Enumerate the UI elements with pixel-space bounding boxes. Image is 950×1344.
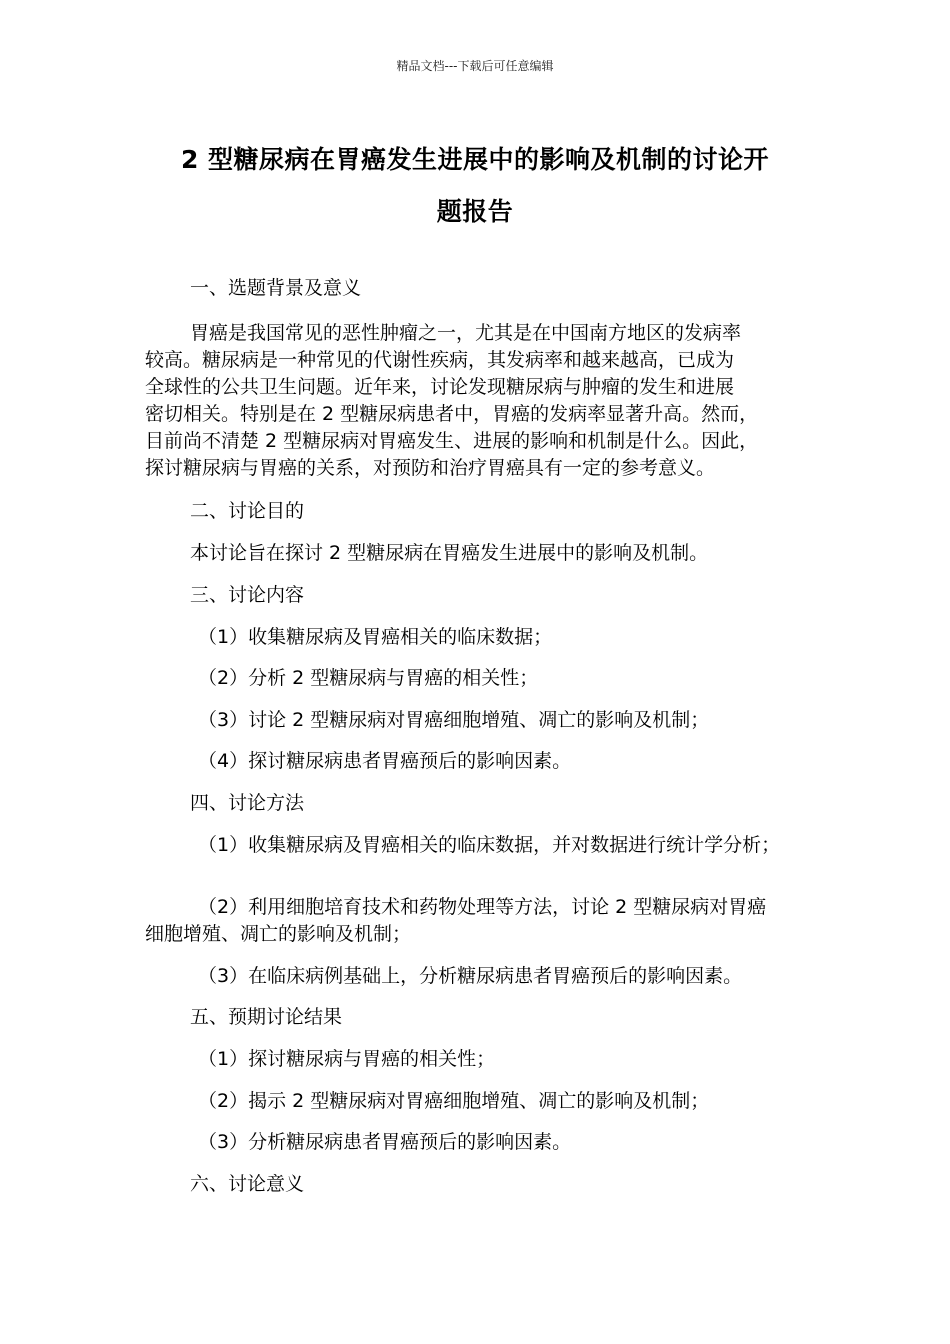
paragraph-line: 探讨糖尿病与胃癌的关系，对预防和治疗胃癌具有一定的参考意义。 [145,457,716,479]
list-item: （1）探讨糖尿病与胃癌的相关性； [198,1048,496,1070]
paragraph-line: 较高。糖尿病是一种常见的代谢性疾病，其发病率和越来越高，已成为 [145,349,735,371]
purpose-text: 本讨论旨在探讨 2 型糖尿病在胃癌发生进展中的影响及机制。 [190,542,709,564]
list-item: （3）讨论 2 型糖尿病对胃癌细胞增殖、凋亡的影响及机制； [198,709,710,731]
list-item: （1）收集糖尿病及胃癌相关的临床数据； [198,626,553,648]
paragraph-line: 胃癌是我国常见的恶性肿瘤之一，尤其是在中国南方地区的发病率 [190,322,742,344]
header-note: 精品文档---下载后可任意编辑 [396,59,554,73]
list-item: （2）分析 2 型糖尿病与胃癌的相关性； [198,667,539,689]
paragraph-line: 目前尚不清楚 2 型糖尿病对胃癌发生、进展的影响和机制是什么。因此， [145,430,759,452]
section-heading-expected-results: 五、预期讨论结果 [190,1006,343,1028]
section-heading-methods: 四、讨论方法 [190,792,305,814]
list-item: （3）分析糖尿病患者胃癌预后的影响因素。 [198,1131,572,1153]
section-heading-background: 一、选题背景及意义 [190,277,362,299]
paragraph-line: 全球性的公共卫生问题。近年来，讨论发现糖尿病与肿瘤的发生和进展 [145,376,735,398]
list-item: （4）探讨糖尿病患者胃癌预后的影响因素。 [198,750,572,772]
list-item: （1）收集糖尿病及胃癌相关的临床数据，并对数据进行统计学分析； [198,834,781,856]
page-title-line-1: 2 型糖尿病在胃癌发生进展中的影响及机制的讨论开 [180,145,770,174]
list-item: （2）揭示 2 型糖尿病对胃癌细胞增殖、凋亡的影响及机制； [198,1090,710,1112]
paragraph-line: 密切相关。特别是在 2 型糖尿病患者中，胃癌的发病率显著升高。然而， [145,403,759,425]
section-heading-content: 三、讨论内容 [190,584,305,606]
list-item-continuation: 细胞增殖、凋亡的影响及机制； [145,923,412,945]
list-item: （2）利用细胞培育技术和药物处理等方法，讨论 2 型糖尿病对胃癌 [198,896,767,918]
list-item: （3）在临床病例基础上，分析糖尿病患者胃癌预后的影响因素。 [198,965,743,987]
section-heading-significance: 六、讨论意义 [190,1173,305,1195]
page-title-line-2: 题报告 [436,197,514,226]
section-heading-purpose: 二、讨论目的 [190,500,305,522]
